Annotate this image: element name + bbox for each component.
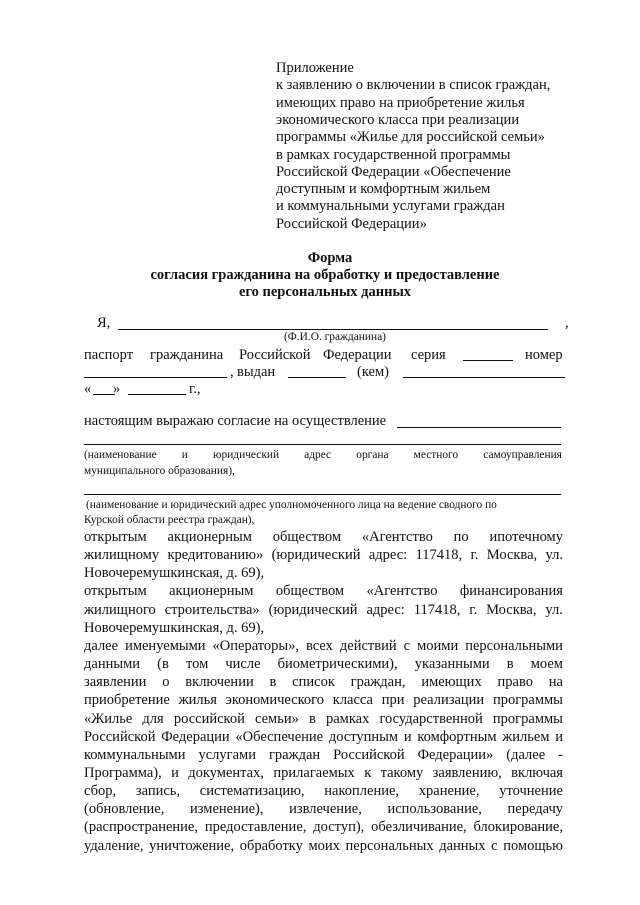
- body-word: «Операторы»,: [212, 638, 300, 654]
- body-word: накопление,: [324, 783, 400, 799]
- body-word: запись,: [135, 783, 181, 799]
- org1-caption-word: местного: [413, 449, 459, 461]
- body-word: для: [142, 711, 164, 727]
- org1-caption-word: юридический: [213, 449, 280, 461]
- body-word: Москва,: [486, 602, 537, 618]
- body-line: [84, 674, 563, 691]
- title-line-1: Форма: [307, 250, 353, 266]
- appendix-line: программы «Жилье для российской семьи»: [276, 129, 545, 145]
- body-word: приобретение: [84, 692, 170, 708]
- body-word: именуемыми: [125, 638, 206, 654]
- org1-caption-word: (наименование: [84, 449, 157, 461]
- body-word: систематизацию,: [199, 783, 305, 799]
- org1-caption-line-2: муниципального образования),: [84, 465, 235, 477]
- body-word: с: [491, 838, 498, 854]
- passport-word: номер: [525, 347, 563, 363]
- body-word: жильем: [502, 729, 550, 745]
- body-word: в: [506, 656, 514, 672]
- body-word: персональными: [465, 638, 563, 654]
- body-word: с: [403, 638, 411, 654]
- body-line: [84, 765, 563, 782]
- appendix-line: доступным и комфортным жильем: [276, 181, 491, 197]
- body-word: использование,: [387, 801, 482, 817]
- body-word: прилагаемых: [273, 765, 355, 781]
- fio-field[interactable]: [118, 329, 548, 330]
- body-word: право: [497, 674, 533, 690]
- issued-comma: ,: [230, 364, 234, 380]
- body-word: Федерации: [161, 729, 230, 745]
- body-word: российской: [173, 711, 245, 727]
- appendix-line: и коммунальными услугами граждан: [276, 198, 505, 214]
- body-line: [84, 801, 563, 818]
- body-word: (юридический: [268, 602, 358, 618]
- body-word: «Агентство: [366, 583, 438, 599]
- body-word: уточнение: [499, 783, 563, 799]
- body-word: сбор,: [84, 783, 117, 799]
- body-line: Новочеремушкинская, д. 69),: [84, 620, 265, 636]
- org2-field[interactable]: [84, 494, 561, 495]
- body-word: ул.: [545, 602, 563, 618]
- consent-field[interactable]: [397, 427, 561, 428]
- body-word: (далее: [506, 747, 546, 763]
- body-word: программы: [492, 711, 563, 727]
- body-word: жилья: [178, 692, 217, 708]
- body-word: хранение,: [418, 783, 480, 799]
- body-word: моими: [417, 638, 459, 654]
- body-word: класса: [332, 692, 373, 708]
- org1-field[interactable]: [84, 444, 561, 445]
- body-word: данными: [84, 656, 141, 672]
- passport-word: паспорт: [84, 347, 134, 363]
- body-word: Российской: [333, 747, 405, 763]
- kem-label: (кем): [357, 364, 389, 380]
- body-word: биометрическими),: [277, 656, 398, 672]
- body-word: заявлении: [84, 674, 147, 690]
- fio-caption: (Ф.И.О. гражданина): [284, 331, 386, 343]
- issued-by-field[interactable]: [403, 377, 565, 378]
- body-line: [84, 547, 563, 564]
- body-word: на: [548, 674, 563, 690]
- body-word: заявлению,: [432, 765, 502, 781]
- passport-word: серия: [411, 347, 446, 363]
- body-word: Программа),: [84, 765, 162, 781]
- body-word: граждан: [268, 747, 321, 763]
- body-word: далее: [84, 638, 119, 654]
- appendix-line: Приложение: [276, 60, 354, 76]
- body-word: реализации: [413, 692, 485, 708]
- body-word: жилищному: [84, 547, 160, 563]
- body-word: открытым: [84, 529, 147, 545]
- passport-word: гражданина: [150, 347, 224, 363]
- body-line: [84, 529, 563, 546]
- body-word: ипотечному: [489, 529, 563, 545]
- body-word: и: [403, 729, 412, 745]
- body-word: семьи»: [254, 711, 299, 727]
- body-word: «Агентство: [361, 529, 433, 545]
- body-line: [84, 838, 563, 855]
- body-word: обществом: [272, 529, 342, 545]
- body-word: такому: [380, 765, 424, 781]
- body-word: включая: [511, 765, 563, 781]
- body-word: открытым: [84, 583, 147, 599]
- body-word: в: [269, 674, 277, 690]
- body-line: [84, 583, 563, 600]
- body-word: программы: [492, 692, 563, 708]
- body-word: обществом: [275, 583, 345, 599]
- body-word: и: [555, 729, 563, 745]
- body-word: числе: [225, 656, 261, 672]
- body-word: персональных: [345, 838, 434, 854]
- body-word: в: [308, 711, 316, 727]
- body-word: блокирование,: [473, 819, 563, 835]
- body-word: извлечение,: [289, 801, 362, 817]
- org1-caption-word: адрес: [304, 449, 332, 461]
- body-word: финансирования: [459, 583, 563, 599]
- body-word: всех: [306, 638, 333, 654]
- org1-caption-line: [84, 449, 562, 462]
- body-word: предоставление,: [204, 819, 307, 835]
- title-line-3: его персональных данных: [238, 284, 412, 300]
- body-word: услугами: [198, 747, 256, 763]
- appendix-line: к заявлению о включении в список граждан,: [276, 77, 551, 93]
- issued-label: выдан: [237, 364, 276, 380]
- body-word: 117418,: [415, 547, 463, 563]
- body-word: Федерации»: [417, 747, 494, 763]
- body-line: [84, 602, 563, 619]
- body-word: экономического: [225, 692, 325, 708]
- body-word: «Обеспечение: [235, 729, 324, 745]
- body-word: рамках: [325, 711, 370, 727]
- date-close-quote: »: [113, 381, 121, 397]
- body-word: по: [453, 529, 469, 545]
- body-line: [84, 638, 563, 655]
- appendix-line: Российской Федерации «Обеспечение: [276, 164, 511, 180]
- body-word: (распространение,: [84, 819, 198, 835]
- body-word: доступным: [328, 729, 399, 745]
- body-word: Москва,: [486, 547, 538, 563]
- body-word: включении: [185, 674, 254, 690]
- month-year-field[interactable]: [128, 394, 186, 395]
- title-line-2: согласия гражданина на обработку и предоставление: [150, 267, 500, 283]
- body-word: -: [558, 747, 563, 763]
- body-word: уничтожение,: [149, 838, 235, 854]
- year-suffix: г.,: [189, 381, 201, 397]
- body-word: моем: [530, 656, 563, 672]
- body-word: к: [364, 765, 372, 781]
- org2-caption-line-1: (наименование и юридический адрес уполномоченного лица на ведение сводного по: [86, 499, 497, 511]
- body-word: обработку: [239, 838, 303, 854]
- body-word: удаление,: [84, 838, 144, 854]
- body-word: ул.: [545, 547, 563, 563]
- body-word: документах,: [188, 765, 264, 781]
- body-word: жилищного: [84, 602, 156, 618]
- i-label: Я,: [97, 315, 111, 331]
- body-line: [84, 656, 563, 673]
- body-word: данных: [439, 838, 486, 854]
- appendix-line: в рамках государственной программы: [276, 147, 511, 163]
- body-word: комфортным: [417, 729, 497, 745]
- consent-label: настоящим выражаю согласие на осуществление: [84, 413, 387, 429]
- body-line: [84, 783, 563, 800]
- body-line: Новочеремушкинская, д. 69),: [84, 565, 265, 581]
- body-word: том: [185, 656, 209, 672]
- body-line: [84, 711, 563, 728]
- body-line: [84, 747, 563, 764]
- body-word: акционерным: [167, 529, 252, 545]
- body-word: адрес:: [368, 547, 408, 563]
- body-word: акционерным: [169, 583, 254, 599]
- body-line: [84, 819, 563, 836]
- body-word: строительства»: [164, 602, 260, 618]
- date-open-quote: «: [84, 381, 92, 397]
- body-line: [84, 692, 563, 709]
- body-word: список: [292, 674, 335, 690]
- number-field[interactable]: [84, 377, 227, 378]
- appendix-line: Российской Федерации»: [276, 216, 427, 232]
- body-word: (обновление,: [84, 801, 165, 817]
- appendix-line: экономического класса при реализации: [276, 112, 520, 128]
- series-field[interactable]: [463, 360, 513, 361]
- body-word: государственной: [379, 711, 483, 727]
- body-line: [84, 729, 563, 746]
- body-word: доступ),: [313, 819, 365, 835]
- body-word: коммунальными: [84, 747, 186, 763]
- body-word: при: [381, 692, 405, 708]
- body-word: изменение),: [189, 801, 264, 817]
- body-word: адрес:: [366, 602, 405, 618]
- body-word: указанными: [414, 656, 490, 672]
- body-word: помощью: [503, 838, 563, 854]
- body-word: кредитованию»: [167, 547, 264, 563]
- org1-caption-word: органа: [356, 449, 389, 461]
- body-word: и: [171, 765, 179, 781]
- body-word: моих: [308, 838, 340, 854]
- body-word: 117418,: [413, 602, 461, 618]
- body-word: (в: [157, 656, 169, 672]
- body-word: обезличивание,: [371, 819, 467, 835]
- day-field[interactable]: [93, 394, 115, 395]
- passport-word: Федерации: [323, 347, 392, 363]
- org2-caption-line-2: Курской области реестра граждан),: [84, 514, 255, 526]
- body-word: (юридический: [271, 547, 361, 563]
- body-word: имеющих: [421, 674, 482, 690]
- body-word: г.: [470, 547, 479, 563]
- body-word: «Жилье: [84, 711, 133, 727]
- body-word: Российской: [84, 729, 156, 745]
- issued-date-field[interactable]: [288, 377, 346, 378]
- i-comma: ,: [565, 315, 569, 331]
- passport-word: Российской: [239, 347, 311, 363]
- body-word: г.: [469, 602, 478, 618]
- body-word: граждан,: [350, 674, 406, 690]
- body-word: о: [162, 674, 170, 690]
- org1-caption-word: и: [181, 449, 188, 461]
- appendix-line: имеющих право на приобретение жилья: [276, 95, 525, 111]
- body-word: действий: [339, 638, 397, 654]
- org1-caption-word: самоуправления: [483, 449, 562, 461]
- body-word: передачу: [507, 801, 563, 817]
